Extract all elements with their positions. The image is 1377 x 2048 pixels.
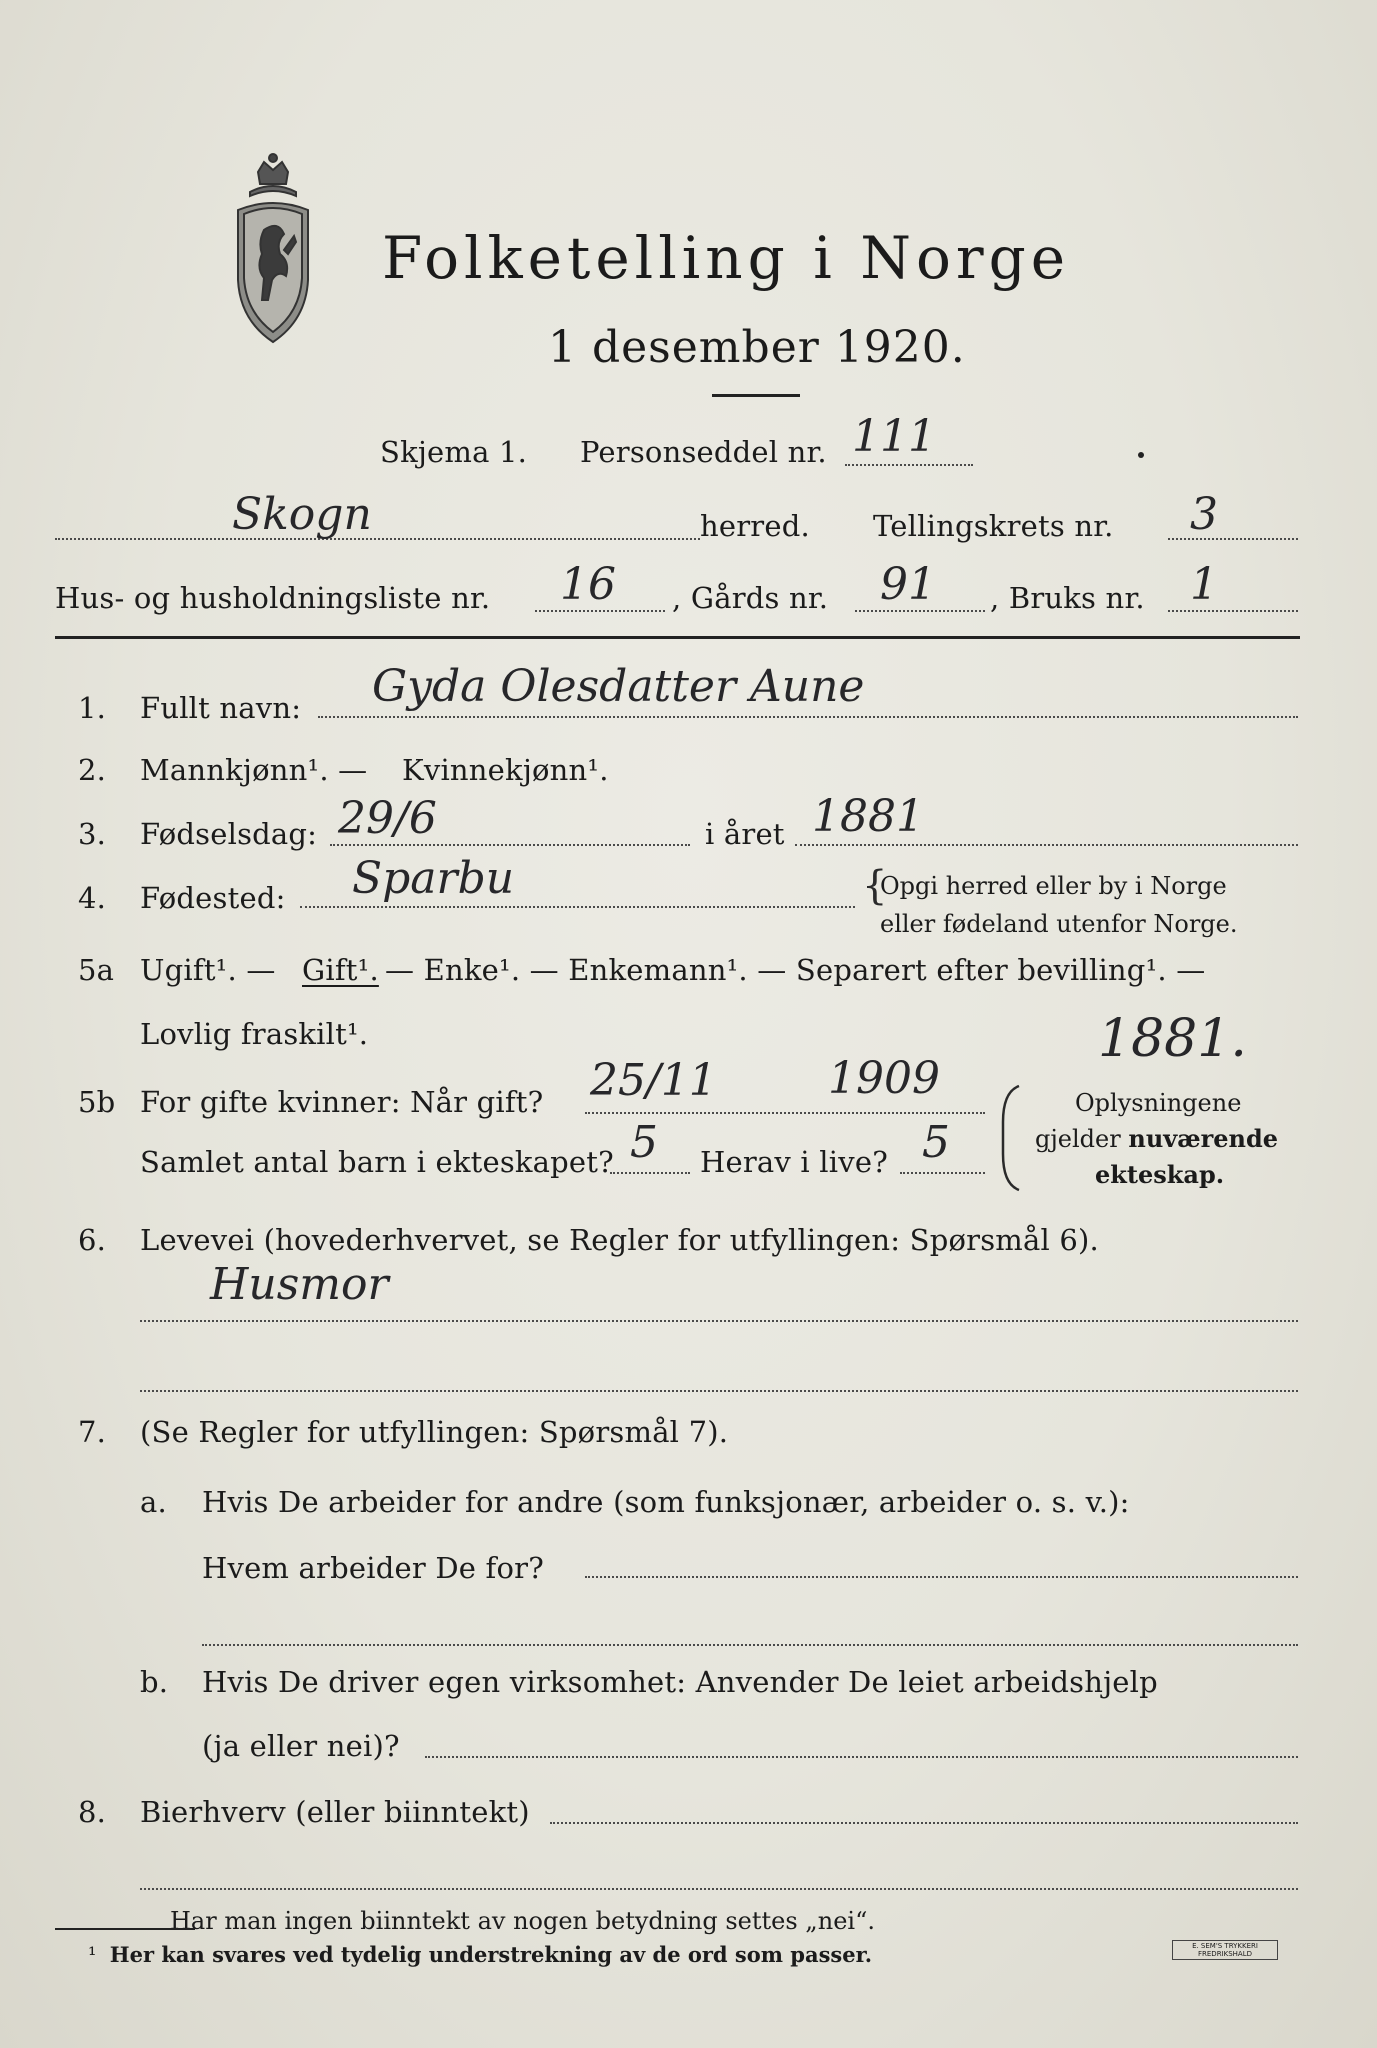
q2-female-label: Kvinnekjønn¹. — [402, 753, 609, 787]
q4-value: Sparbu — [352, 853, 515, 904]
q1-label: Fullt navn: — [140, 691, 302, 725]
q3-year-label: i året — [705, 817, 785, 851]
footnote — [88, 1940, 872, 1970]
personseddel-field-line — [845, 464, 973, 466]
bruks-value: 1 — [1190, 559, 1218, 610]
q5b-alive-field-line — [900, 1172, 985, 1174]
q5b-field-line — [585, 1112, 985, 1114]
q7a-question: Hvem arbeider De for? — [202, 1551, 544, 1585]
title-rule — [712, 394, 800, 397]
printer-stamp — [1172, 1940, 1278, 1960]
q7a-field-line2 — [202, 1644, 1298, 1646]
q5a-rest: — Enke¹. — Enkemann¹. — Separert efter bevilling¹. — — [385, 953, 1206, 987]
stamp-line2: FREDRIKSHALD — [1197, 1950, 1252, 1958]
gards-field-line — [855, 610, 985, 612]
herred-value: Skogn — [232, 489, 372, 540]
gards-label: , Gårds nr. — [672, 581, 829, 615]
q5b-year-value: 1909 — [828, 1053, 940, 1104]
q5b-number: 5b — [78, 1085, 116, 1119]
q3-number: 3. — [78, 817, 107, 851]
gards-value: 91 — [880, 559, 936, 610]
q5b-note-line1: Oplysningene — [1075, 1089, 1242, 1117]
q7b-letter: b. — [140, 1665, 169, 1699]
q8-field-line1 — [550, 1822, 1298, 1824]
q5b-note-line2-b: nuværende — [1128, 1124, 1279, 1153]
footnote-mark: ¹ — [88, 1943, 97, 1967]
q5a-gift-underlined: Gift¹. — [302, 953, 379, 987]
q5b-note-line2-a: gjelder — [1035, 1125, 1121, 1153]
q7b-question: (ja eller nei)? — [202, 1729, 400, 1763]
footnote-text: Her kan svares ved tydelig understrekning av de ord som passer. — [109, 1942, 873, 1967]
tellingskrets-field-line — [1168, 538, 1298, 540]
header-divider — [55, 636, 1300, 639]
q3-year-value: 1881 — [812, 791, 924, 842]
q5b-label: For gifte kvinner: Når gift? — [140, 1085, 544, 1119]
form-date: 1 desember 1920. — [548, 322, 966, 373]
q7-label: (Se Regler for utfyllingen: Spørsmål 7). — [140, 1415, 729, 1449]
q2-number: 2. — [78, 753, 107, 787]
q5b-alive-value: 5 — [922, 1117, 950, 1168]
q7a-letter: a. — [140, 1485, 167, 1519]
q3-day-value: 29/6 — [338, 793, 437, 844]
q1-field-line — [318, 716, 1298, 718]
q6-field-line1 — [140, 1320, 1298, 1322]
q5b-children-label: Samlet antal barn i ekteskapet? — [140, 1145, 614, 1179]
q5b-children-value: 5 — [630, 1117, 658, 1168]
bruks-field-line — [1168, 610, 1298, 612]
tellingskrets-label: Tellingskrets nr. — [873, 509, 1114, 543]
q5-annotation-year: 1881. — [1098, 1009, 1247, 1069]
q5b-bracket-icon — [995, 1082, 1025, 1194]
q1-value: Gyda Olesdatter Aune — [372, 661, 865, 712]
q8-number: 8. — [78, 1795, 107, 1829]
personseddel-label: Personseddel nr. — [580, 435, 827, 469]
bruks-label: , Bruks nr. — [990, 581, 1145, 615]
husholdningsliste-value: 16 — [560, 559, 616, 610]
q5a-number: 5a — [78, 953, 115, 987]
q3-year-field-line — [795, 844, 1298, 846]
q5b-note-line3: ekteskap. — [1095, 1160, 1225, 1189]
biinntekt-note: Har man ingen biinntekt av nogen betydning settes „nei“. — [170, 1907, 875, 1935]
footnote-rule — [55, 1928, 195, 1930]
ink-dot — [1138, 452, 1144, 458]
q2-male-label: Mannkjønn¹. — — [140, 753, 368, 787]
form-title: Folketelling i Norge — [382, 224, 1071, 292]
q5b-date-value: 25/11 — [590, 1055, 717, 1106]
q5a-gift — [302, 952, 379, 988]
tellingskrets-value: 3 — [1190, 489, 1218, 540]
herred-field-line — [55, 538, 700, 540]
personseddel-value: 111 — [852, 411, 936, 462]
q6-value: Husmor — [210, 1259, 389, 1310]
q7a-field-line1 — [585, 1576, 1298, 1578]
q4-note-line1: Opgi herred eller by i Norge — [880, 872, 1227, 900]
stamp-line1: E. SEM'S TRYKKERI — [1192, 1942, 1258, 1950]
q7a-label: Hvis De arbeider for andre (som funksjonær, arbeider o. s. v.): — [202, 1485, 1130, 1519]
schema-label: Skjema 1. — [380, 435, 528, 469]
q5a-ugift: Ugift¹. — — [140, 953, 276, 987]
q4-label: Fødested: — [140, 881, 286, 915]
herred-label: herred. — [700, 509, 810, 543]
husholdningsliste-field-line — [535, 610, 665, 612]
q8-field-line2 — [140, 1888, 1298, 1890]
q6-label: Levevei (hovederhvervet, se Regler for utfyllingen: Spørsmål 6). — [140, 1223, 1099, 1257]
q5b-alive-label: Herav i live? — [700, 1145, 888, 1179]
q4-note-line2: eller fødeland utenfor Norge. — [880, 910, 1238, 938]
q5b-note-line2 — [1035, 1124, 1278, 1154]
q4-brace: { — [862, 863, 888, 909]
q3-label: Fødselsdag: — [140, 817, 318, 851]
q7b-field-line — [425, 1756, 1298, 1758]
q3-field-line — [330, 844, 690, 846]
q6-number: 6. — [78, 1223, 107, 1257]
q5a-fraskilt: Lovlig fraskilt¹. — [140, 1017, 369, 1051]
q7-number: 7. — [78, 1415, 107, 1449]
coat-of-arms-icon — [228, 150, 318, 350]
q4-number: 4. — [78, 881, 107, 915]
husholdningsliste-label: Hus- og husholdningsliste nr. — [55, 581, 491, 615]
q7b-label: Hvis De driver egen virksomhet: Anvender De leiet arbeidshjelp — [202, 1665, 1158, 1699]
q1-number: 1. — [78, 691, 107, 725]
q5b-children-field-line — [610, 1172, 690, 1174]
q4-field-line — [300, 906, 855, 908]
q8-label: Bierhverv (eller biinntekt) — [140, 1795, 530, 1829]
q6-field-line2 — [140, 1390, 1298, 1392]
